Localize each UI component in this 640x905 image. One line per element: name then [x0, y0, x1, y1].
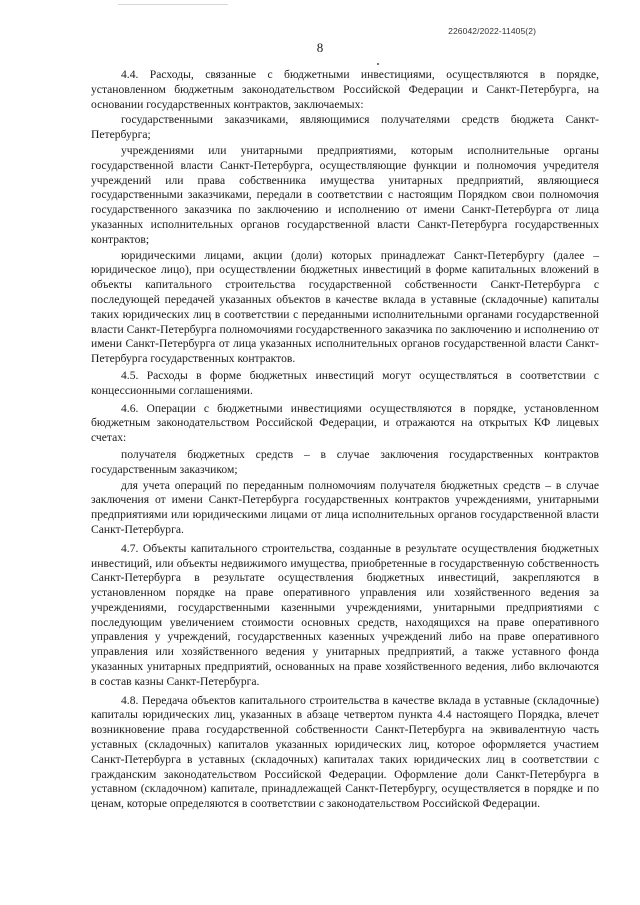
paragraph-4-6-item-2: для учета операций по переданным полномочиям получателя бюджетных средств – в случае заключения от имени Санкт-Петербурга государственных контрактов учреждениями, унитарными предприятиями или юридическими лицами от лица исполнительных органов государственной власти Санкт-Петербурга.: [91, 478, 599, 536]
paragraph-4-4-item-1: государственными заказчиками, являющимися получателями средств бюджета Санкт-Петербурга;: [91, 113, 599, 142]
scan-dot: [377, 63, 379, 65]
paragraph-4-7: 4.7. Объекты капитального строительства, созданные в результате осуществления бюджетных инвестиций, или объекты недвижимого имущества, приобретенные в государственную собственность Санкт-Петербурга в результате осуществления бюджетных инвестиций, закрепляются в установленном порядке на праве оперативного управления или хозяйственного ведения за учреждениями, государственными казенными учреждениями, унитарными предприятиями с последующим увеличением стоимости основных средств, находящихся на праве оперативного управления у учреждений, государственных казенных учреждений либо на праве оперативного управления или хозяйственного ведения у унитарных предприятий, а также уставного фонда указанных унитарных предприятий, основанных на праве хозяйственного ведения, либо включаются в состав казны Санкт-Петербурга.: [91, 541, 599, 688]
paragraph-4-4-item-2: учреждениями или унитарными предприятиями, которым исполнительные органы государственной власти Санкт-Петербурга, осуществляющие функции и полномочия учредителя учреждений или права собственника имущества унитарных предприятий, являющиеся государственными заказчиками, передали в соответствии с настоящим Порядком свои полномочия государственного заказчика по заключению и исполнению от имени Санкт-Петербурга от лица указанных исполнительных органов государственной власти Санкт-Петербурга государственных контрактов;: [91, 143, 599, 246]
page-number: 8: [316, 40, 324, 55]
paragraph-4-6: 4.6. Операции с бюджетными инвестициями осуществляются в порядке, установленном бюджетным законодательством Российской Федерации, и отражаются на открытых КФ лицевых счетах:: [91, 401, 599, 445]
paragraph-4-4-item-3: юридическими лицами, акции (доли) которых принадлежат Санкт-Петербургу (далее – юридическое лицо), при осуществлении бюджетных инвестиций в форме капитальных вложений в объекты капитального строительства государственной собственности Санкт-Петербурга с последующей передачей указанных объектов в качестве вклада в уставные (складочные) капиталы таких юридических лиц в соответствии с переданными исполнительными органами государственной власти Санкт-Петербурга полномочиями государственного заказчика по заключению и исполнению от имени Санкт-Петербурга от лица указанных исполнительных органов государственной власти Санкт-Петербурга государственных контрактов.: [91, 248, 599, 366]
paragraph-4-8: 4.8. Передача объектов капитального строительства в качестве вклада в уставные (складочные) капиталы юридических лиц, указанных в абзаце четвертом пункта 4.4 настоящего Порядка, влечет возникновение права государственной собственности Санкт-Петербурга на эквивалентную часть уставных (складочных) капиталов указанных юридических лиц, которое оформляется участием Санкт-Петербурга в уставных (складочных) капиталах таких юридических лиц в соответствии с гражданским законодательством Российской Федерации. Оформление доли Санкт-Петербурга в уставном (складочном) капитале, принадлежащей Санкт-Петербургу, осуществляется в порядке и по ценам, которые определяются в соответствии с законодательством Российской Федерации.: [91, 693, 599, 811]
paragraph-4-4: 4.4. Расходы, связанные с бюджетными инвестициями, осуществляются в порядке, установленном бюджетным законодательством Российской Федерации и Санкт-Петербурга, на основании государственных контрактов, заключаемых:: [91, 68, 599, 111]
scan-top-mark: [118, 4, 228, 5]
paragraph-4-6-item-1: получателя бюджетных средств – в случае заключения государственных контрактов государственным заказчиком;: [91, 447, 599, 476]
paragraph-4-5: 4.5. Расходы в форме бюджетных инвестиций могут осуществляться в соответствии с концессионными соглашениями.: [91, 368, 599, 397]
document-body: [91, 68, 599, 812]
document-number: 226042/2022-11405(2): [448, 26, 536, 36]
